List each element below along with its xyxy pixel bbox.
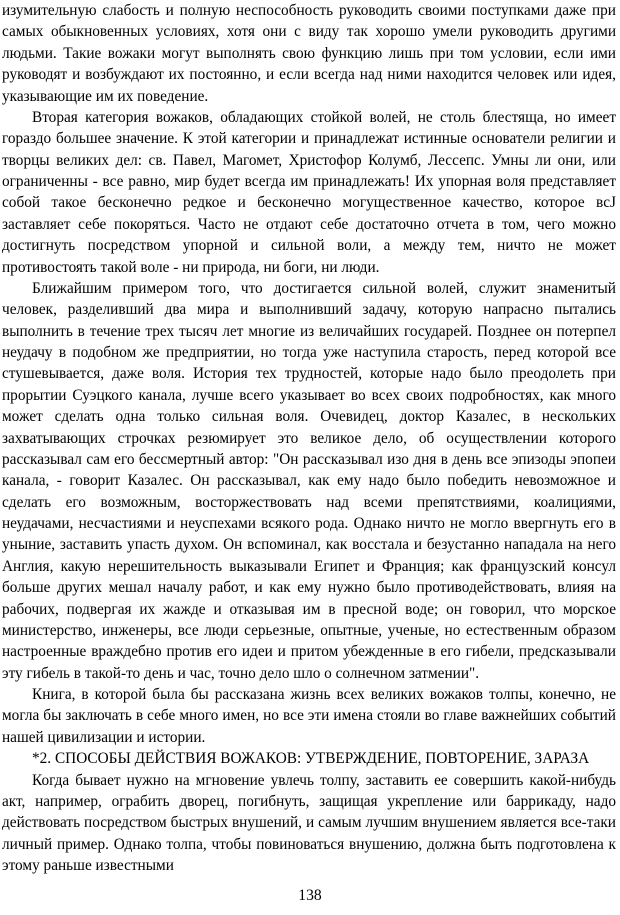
page-number: 138: [298, 887, 322, 904]
paragraph-3: Ближайшим примером того, что достигается сильной волей, служит знаменитый человек, разделивший два мира и выполнивший задачу, которую напрасно пытались выполнить в течение трех тысяч лет многие из величайших государей. Позднее он потерпел неудачу в подобном же предприятии, но тогда уже наступила старость, перед которой все стушевывается, даже воля. История тех трудностей, которые надо было преодолеть при прорытии Суэцкого канала, лучше всего указывает во всех своих подробностях, как много может сделать одна только сильная воля. Очевидец, доктор Казалес, в нескольких захватывающих строчках резюмирует это великое дело, об осуществлении которого рассказывал сам его бессмертный автор: "Он рассказывал изо дня в день все эпизоды эпопеи канала, - говорит Казалес. Он рассказывал, как ему надо было победить невозможное и сделать его возможным, восторжествовать над всеми препятствиями, коалициями, неудачами, несчастиями и неуспехами всякого рода. Однако ничто не могло ввергнуть его в уныние, заставить упасть духом. Он вспоминал, как восстала и безустанно нападала на него Англия, какую нерешительность выказывали Египет и Франция; как французский консул больше других мешал началу работ, и как ему нужно было противодействовать, влияя на рабочих, подвергая их жажде и отказывая им в пресной воде; он говорил, что морское министерство, инженеры, все люди серьезные, опытные, ученые, но естественным образом настроенные враждебно против его идеи и притом убежденные в его гибели, предсказывали эту гибель в такой-то день и час, точно дело шло о солнечном затмении".: [2, 279, 616, 682]
paragraph-1: изумительную слабость и полную неспособность руководить своими поступками даже при самых обыкновенных условиях, хотя они с виду так хорошо умели руководить другими людьми. Такие вожаки могут выполнять свою функцию лишь при том условии, если ими руководят и возбуждают их постоянно, и если всегда над ними находится человек или идея, указывающие им их поведение.: [2, 2, 616, 105]
paragraph-4: Книга, в которой была бы рассказана жизнь всех великих вожаков толпы, конечно, не могла бы заключать в себе много имен, но все эти имена стояли во главе важнейших событий нашей цивилизации и истории.: [2, 686, 616, 746]
section-heading: *2. СПОСОБЫ ДЕЙСТВИЯ ВОЖАКОВ: УТВЕРЖДЕНИЕ, ПОВТОРЕНИЕ, ЗАРАЗА: [32, 750, 590, 768]
paragraph-5: Когда бывает нужно на мгновение увлечь толпу, заставить ее совершить какой-нибудь акт, например, ограбить дворец, погибнуть, защищая укрепление или баррикаду, надо действовать посредством быстрых внушений, и самым лучшим внушением является все-таки личный пример. Однако толпа, чтобы повиноваться внушению, должна быть подготовлена к этому раньше известными: [2, 771, 616, 874]
paragraph-2: Вторая категория вожаков, обладающих стойкой волей, не столь блестяща, но имеет гораздо большее значение. К этой категории и принадлежат истинные основатели религии и творцы великих дел: св. Павел, Магомет, Христофор Колумб, Лессепс. Умны ли они, или ограниченны - все равно, мир будет всегда им принадлежать! Их упорная воля представляет собой такое бесконечно редкое и бесконечно могущественное качество, которое вcJ заставляет себе покоряться. Часто не отдают себе достаточно отчета в том, чего можно достигнуть посредством упорной и сильной воли, а между тем, ничто не может противостоять такой воле - ни природа, ни боги, ни люди.: [2, 108, 616, 276]
page-text: [2, 0, 616, 876]
